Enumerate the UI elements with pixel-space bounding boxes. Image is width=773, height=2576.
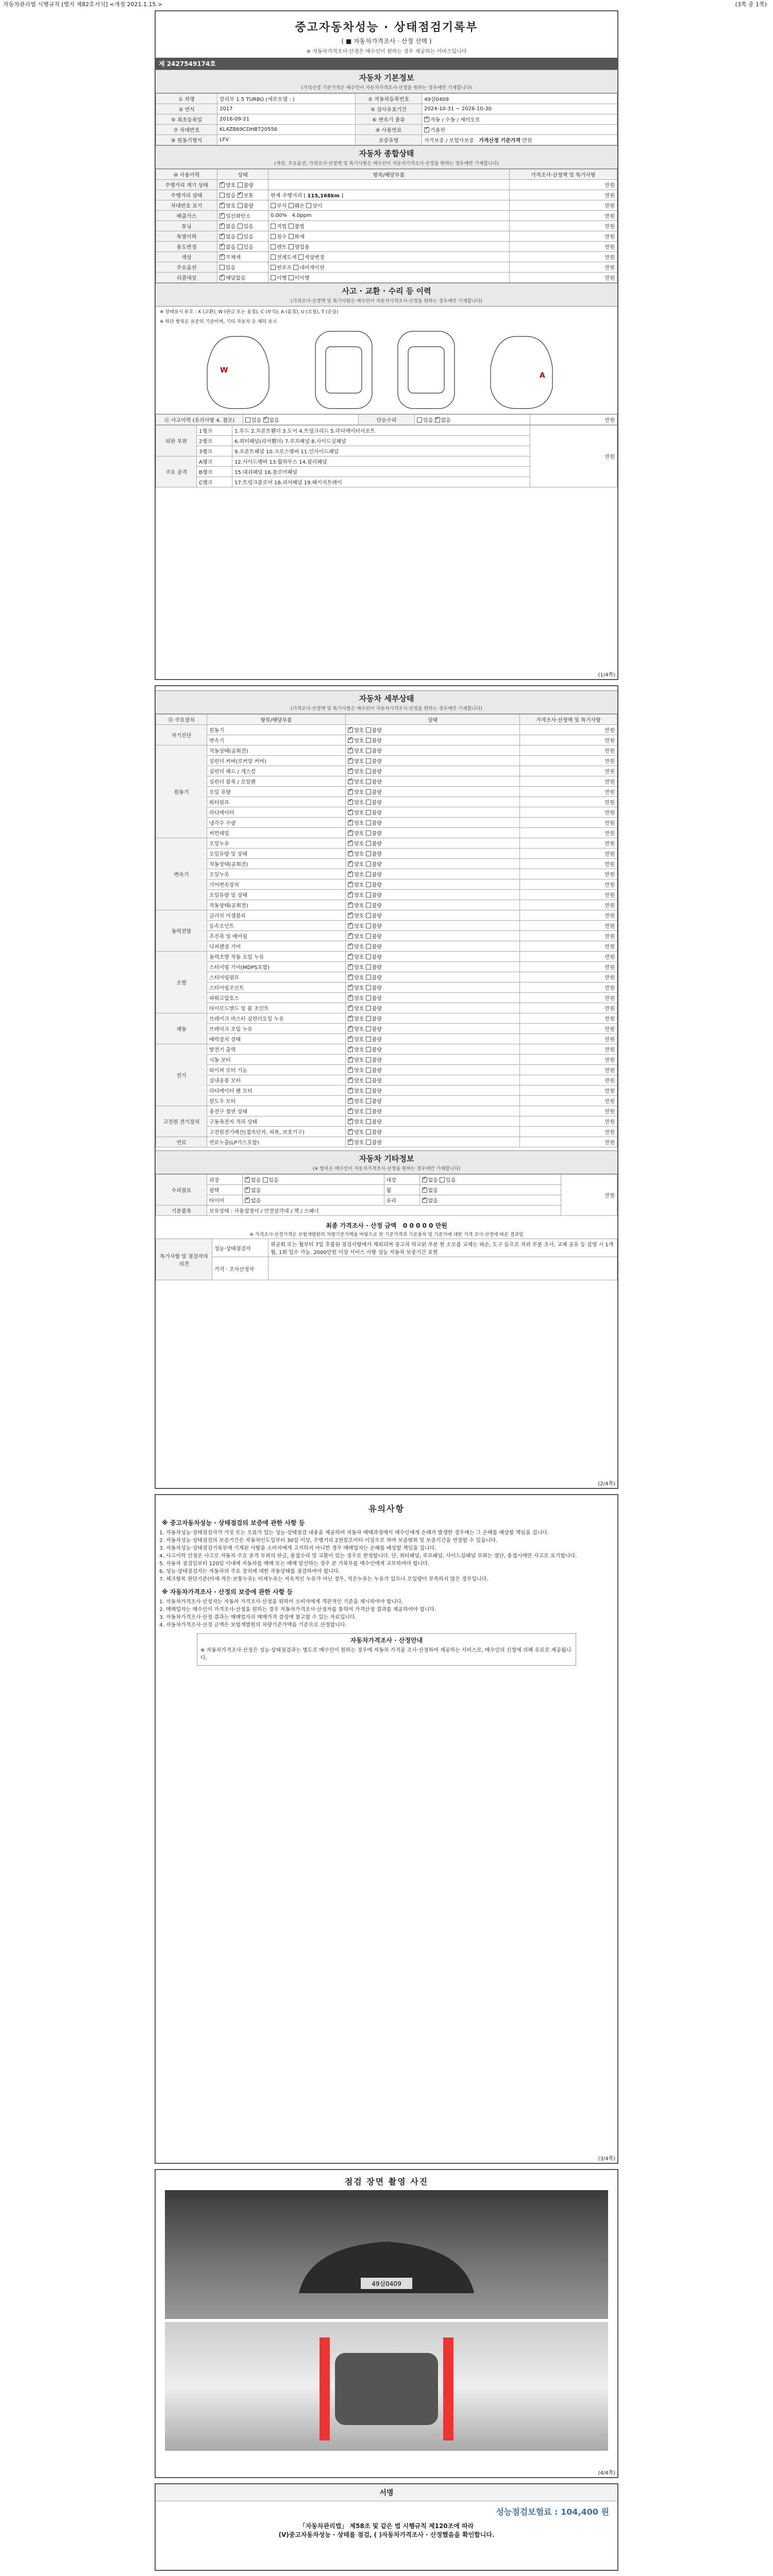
other-info-table: 수리필요 외장 ✓ 없음 있음 내장 ✓ 없음 있음 만원 광택 ✓ 없음 휠 ✓ 없음 타이어 ✓ 없음 유리 ✓ 없음 기본품목 보유상태 : 사용설명서 / 안전삼각대 / 잭 / 스패너 [156, 1174, 617, 1216]
detail-row: 실린더 헤드 / 개스킷 ✓ 양호 불량 만원 [156, 766, 617, 776]
notice-item: 3. 자동차가격조사·산정 결과는 매매업자의 매매가격 결정에 참고할 수 있는 자료입니다. [166, 1614, 617, 1621]
document-subtitle: ( ■ 자동차가격조사 · 산정 선택 ) [341, 38, 432, 45]
notice-item: 1. 자동차가격조사·산정자는 자동차 가격조사·산정을 위하여 소비자에게 객관적인 기준을 제시하여야 합니다. [166, 1598, 617, 1606]
detail-row: 시동 모터 ✓ 양호 불량 만원 [156, 1055, 617, 1065]
mileage-value: 115,168km [307, 193, 340, 199]
notice-item: 1. 자동차성능·상태점검자가 거짓 또는 오류가 있는 성능·상태점검 내용을 제공하여 자동차 매매과정에서 매수인에게 손해가 발생한 경우에는 그 손해를 배상할 책임을 집니다. [166, 1529, 617, 1537]
record-id: 제 2427549174호 [156, 58, 617, 70]
detail-row: 구동축전지 격리 상태 ✓ 양호 불량 만원 [156, 1116, 617, 1127]
accident-table: ⑪ 사고이력 (유의사항 4. 참조) 있음 ✓없음 단순수리 있음 ✓없음 만원 [156, 414, 617, 425]
document-title: 중고자동차성능 · 상태점검기록부 [295, 21, 478, 34]
detail-row: 커먼레일 ✓ 양호 불량 만원 [156, 828, 617, 838]
notice-heading-1: ※ 중고자동차성능 · 상태점검의 보증에 관한 사항 등 [162, 1519, 305, 1527]
final-price-note: ※ 가격조사·산정가격은 보험개발원의 차량기준가액을 바탕으로 한 기준가격과 기본품목 및 기준가에 대한 가격 조사·산정에 따른 결과임 [249, 1232, 524, 1238]
notice-item: 4. 자동차가격조사·산정 금액은 보험개발원의 차량기준가액을 기준으로 산정합니다. [166, 1621, 617, 1629]
basic-info-table: ① 차명 말리부 1.5 TURBO (세부모델 : ) ② 자동차등록번호 49삼0409 ③ 연식 2017 ④ 검사유효기간 2024-10-31 ~ 2026-10-30 ⑤ 최초등록일 2016-09-21 ⑥ 변속기 종류 ✓ 자동 / 수동 / 세미오토 ⑦ 차대번호 KL4ZB69CDHB720556 ⑧ 사용연료 ✓ 가솔린 ⑨ 원동기형식 LFV 보증유형 자가보증 / 보험사보증 가격산정 기준가격 만원 [156, 93, 617, 145]
page-2 [155, 685, 618, 1489]
detail-row: 실린더 커버(로커암 커버) ✓ 양호 불량 만원 [156, 756, 617, 766]
car-rear-image [165, 2322, 608, 2451]
detail-row: 변속기 오일누유 ✓ 양호 불량 만원 [156, 838, 617, 849]
price-service-box: 자동차가격조사 · 산정안내 ※ 자동차가격조사·산정은 성능·상태점검과는 별도로 매수인이 원하는 경우에 자동차 가격을 조사·산정하여 제공하는 서비스로, 매수인의 신청에 의해 유료로 제공됩니다. [197, 1633, 576, 1666]
notice-item: 5. 자동차 점검일부터 120일 이내에 자동차를 매매 또는 매매 알선하는 경우 본 기록부를 매수인에게 교부하여야 합니다. [166, 1560, 617, 1568]
checkbox-auto [424, 117, 429, 122]
document-note: ※ 자동차가격조사·산정은 매수인이 원하는 경우 제공하는 서비스입니다 [306, 49, 467, 55]
final-price-title: 최종 가격조사 · 산정 금액 0 0 0 0 0 만원 [326, 1222, 447, 1229]
notice-item: 7. 체크항목 판단기준(미세·적은·보통누유): 미세누유는 지속적인 누유가 아닌 경우, 적은누유는 누유가 있으나 오일량이 부족하지 않은 경우입니다. [166, 1575, 617, 1583]
page-number-2: (2/4쪽) [598, 1481, 615, 1487]
form-reference: 자동차관리법 시행규칙 [별지 제82호서식] <개정 2021.1.15.> [3, 1, 163, 8]
section-other-info: 자동차 기타정보 (※ 항목은 매수인이 자동차가격조사·산정을 원하는 경우에만 기재합니다) [156, 1150, 617, 1174]
car-diagram [156, 326, 617, 414]
signature-section [155, 2483, 618, 2571]
law-statement: 「자동차관리법」 제58조 및 같은 법 시행규칙 제120조에 따라 [299, 2522, 474, 2530]
detail-row: 오일유량 및 상태 ✓ 양호 불량 만원 [156, 849, 617, 859]
page-number-1: (1/4쪽) [598, 672, 615, 678]
mark-w: W [220, 366, 228, 375]
detail-row: 고전원전기배선(접속단자, 피복, 보호기구) ✓ 양호 불량 만원 [156, 1127, 617, 1137]
detail-row: 조향 동력조향 작동 오일 누유 ✓ 양호 불량 만원 [156, 952, 617, 962]
detail-row: 등속조인트 ✓ 양호 불량 만원 [156, 921, 617, 931]
notice-heading-2: ※ 자동차가격조사 · 산정의 보증에 관한 사항 등 [162, 1588, 293, 1596]
detail-row: 배력장치 상태 ✓ 양호 불량 만원 [156, 1034, 617, 1044]
detail-row: 오일누유 ✓ 양호 불량 만원 [156, 869, 617, 879]
law-statement-2: (V)중고자동차성능 · 상태를 점검, ( )자동차가격조사 · 산정했음을 확인합니다. [278, 2531, 495, 2538]
detail-row: 와이퍼 모터 기능 ✓ 양호 불량 만원 [156, 1065, 617, 1075]
detail-row: 자기진단 원동기 ✓ 양호 불량 만원 [156, 725, 617, 735]
notice-title: 유의사항 [368, 1504, 405, 1514]
mark-a: A [540, 371, 545, 380]
page-4-photos [155, 2169, 618, 2478]
detail-row: 동력전달 클러치 어셈블리 ✓ 양호 불량 만원 [156, 910, 617, 921]
detail-row: 실린더 블록 / 오일팬 ✓ 양호 불량 만원 [156, 776, 617, 787]
notice-item: 6. 성능·상태점검자는 자동차의 주요 장치에 대한 작동상태를 점검하여야 합니다. [166, 1568, 617, 1575]
detail-row: 디퍼렌셜 기어 ✓ 양호 불량 만원 [156, 941, 617, 952]
section-detail-status: 자동차 세부상태 (가격조사·산정액 및 특기사항은 매수인이 자동차가격조사·산정을 원하는 경우에만 기재합니다) [156, 690, 617, 714]
detail-table: ⑬ 주요장치 항목/해당부품 상태 가격조사·산정액 및 특기사항 자기진단 원동기 ✓ 양호 불량 만원 변속기 ✓ 양호 불량 만원 원동기 작동상태(공회전) ✓ 양호 불량 만원 실린더 커버(로커암 커버) ✓ 양호 불량 만원 실린더 헤드 / 개스킷 ✓ 양호 불량 만원 실린더 블록 / 오일팬 ✓ 양호 불량 만원 오일 유량 ✓ 양호 불량 만원 워터펌프 ✓ 양호 불량 만원 라디에이터 ✓ 양호 불량 만원 냉각수 수량 ✓ 양호 불량 만원 커먼레일 ✓ 양호 불량 만원 변속기 오일누유 ✓ 양호 불량 만원 오일유량 및 상태 ✓ 양호 불량 만원 작동상태(공회전) ✓ 양호 불량 만원 오일누유 ✓ 양호 불량 만원 기어변속장치 ✓ 양호 불량 만원 오일유량 및 상태 ✓ 양호 불량 만원 작동상태(공회전) ✓ 양호 불량 만원 동력전달 클러치 어셈블리 ✓ 양호 불량 만원 등속조인트 ✓ 양호 불량 만원 추진축 및 베어링 ✓ 양호 불량 만원 디퍼렌셜 기어 ✓ 양호 불량 만원 조향 동력조향 작동 오일 누유 ✓ 양호 불량 만원 스티어링 기어(MDPS포함) ✓ 양호 불량 만원 스티어링펌프 ✓ 양호 불량 만원 스티어링조인트 ✓ 양호 불량 만원 파워고압호스 ✓ 양호 불량 만원 타이로드엔드 및 볼 조인트 ✓ 양호 불량 만원 제동 브레이크 마스터 실린더오일 누유 ✓ 양호 불량 만원 브레이크 오일 누유 ✓ 양호 불량 만원 배력장치 상태 ✓ 양호 불량 만원 전기 발전기 출력 ✓ 양호 불량 만원 시동 모터 ✓ 양호 불량 만원 와이퍼 모터 기능 ✓ 양호 불량 만원 실내송풍 모터 ✓ 양호 불량 만원 라디에이터 팬 모터 ✓ 양호 불량 만원 윈도우 모터 ✓ 양호 불량 만원 고전원 전기장치 충전구 절연 상태 ✓ 양호 불량 만원 구동축전지 격리 상태 ✓ 양호 불량 만원 고전원전기배선(접속단자, 피복, 보호기구) ✓ 양호 불량 만원 연료 연료누출(LP가스포함) ✓ 양호 불량 만원 [156, 714, 617, 1147]
notice-item: 2. 매매업자는 매수인이 가격조사·산정을 원하는 경우 자동차가격조사·산정자를 통하여 가격산정 결과를 제공하여야 합니다. [166, 1606, 617, 1614]
detail-row: 라디에이터 팬 모터 ✓ 양호 불량 만원 [156, 1086, 617, 1096]
detail-row: 제동 브레이크 마스터 실린더오일 누유 ✓ 양호 불량 만원 [156, 1013, 617, 1024]
detail-row: 작동상태(공회전) ✓ 양호 불량 만원 [156, 859, 617, 869]
section-basic-info: 자동차 기본정보 (가격산정 기준가격은 매수인이 자동차가격조사·산정을 원하는 경우에만 기재합니다) [156, 70, 617, 93]
special-remarks-table: 특기사항 및 점검자의 의견 성능·상태점검자 위공회 또는 월부터 7일 후불된 점검사항에서 제외되며 중고차 하교된 부분 현 소모품 교체는 파손, 도구 등으로 자외 부분 조사, 교체 공유 등 설명 시 1개월, 1회 입수 가능. 2000만원 이상 서비스 사항 성능 자동차 보증기간 표현 가격 · 조사산정자 [156, 1239, 617, 1280]
inspection-photo-rear [165, 2322, 608, 2451]
detail-row: 타이로드엔드 및 볼 조인트 ✓ 양호 불량 만원 [156, 1003, 617, 1013]
page-1 [155, 10, 618, 680]
detail-row: 브레이크 오일 누유 ✓ 양호 불량 만원 [156, 1024, 617, 1034]
detail-row: 추진축 및 베어링 ✓ 양호 불량 만원 [156, 931, 617, 941]
detail-row: 윈도우 모터 ✓ 양호 불량 만원 [156, 1096, 617, 1106]
notice-item: 4. 사고이력 인정은 사고로 자동차 주요 골격 부위의 판금, 용접수리 및 교환이 있는 경우로 한정합니다. 단, 쿼터패널, 루프패널, 사이드실패널 부위는 절단, 용접시에만 사고로 표기합니다. [166, 1552, 617, 1560]
notice-list-1 [156, 1529, 617, 1583]
car-front-image [165, 2190, 608, 2319]
accident-legend-2: ※ 하단 항목은 표준의 기준이며, 기타 자동차 등 체의 표시 [160, 319, 277, 325]
overall-status-table: ⑩ 사용이력 상태 항목/해당부품 가격조사·산정액 및 특기사항 주행거리 계기 상태 ✓ 양호 불량 만원 주행거리 상태 많음 ✓보통 현재 주행거리 [ 115,168km ] 만원 차대번호 표기 ✓ 양호 불량 부식 훼손 상이 만원 배출가스 ✓ 일산화탄소 0.00% 4.0ppm 만원 튜닝 ✓ 없음 있음 적법 불법 만원 특별이력 ✓ 없음 있음 침수 화재 만원 용도변경 ✓ 없음 있음 렌트 영업용 만원 색상 ✓ 무채색 전체도색 색상변경 만원 주요옵션 있음 썬루프 네비게이션 만원 리콜대상 ✓ 해당없음 이행 미이행 만원 [156, 169, 617, 283]
detail-row: 변속기 ✓ 양호 불량 만원 [156, 735, 617, 745]
page-number-4: (4/4쪽) [598, 2470, 615, 2476]
notice-list-2 [156, 1598, 617, 1629]
page-count: (3쪽 중 1쪽) [735, 1, 767, 8]
detail-row: 오일 유량 ✓ 양호 불량 만원 [156, 787, 617, 797]
detail-row: 고전원 전기장치 충전구 절연 상태 ✓ 양호 불량 만원 [156, 1106, 617, 1116]
detail-row: 원동기 작동상태(공회전) ✓ 양호 불량 만원 [156, 745, 617, 756]
photo-title: 점검 장면 촬영 사진 [344, 2177, 429, 2187]
detail-row: 파워고압호스 ✓ 양호 불량 만원 [156, 993, 617, 1003]
detail-row: 스티어링펌프 ✓ 양호 불량 만원 [156, 972, 617, 982]
plate-text: 49삼0409 [372, 2280, 401, 2287]
detail-row: 연료 연료누출(LP가스포함) ✓ 양호 불량 만원 [156, 1137, 617, 1147]
signature-title: 서명 [156, 2484, 617, 2501]
inspection-photo-front [165, 2190, 608, 2319]
detail-row: 라디에이터 ✓ 양호 불량 만원 [156, 807, 617, 818]
rank-table: 외판 부위 1랭크 1.후드 2.프론트휀더 3.도어 4.트렁크리드 5.라디에이터서포트 만원 2랭크 6.쿼터패널(리어휀더) 7.루프패널 8.사이드실패널 3랭크 9.프론트패널 10.크로스멤버 11.인사이드패널 주요 골격 A랭크 12.사이드멤버 13.휠하우스 14.필러패널 B랭크 15.대쉬패널 16.플로어패널 C랭크 17.트렁크플로어 18.리어패널 19.패키지트레이 [156, 425, 617, 487]
accident-legend: ※ 상태표시 부호 : X (교환), W (판금 또는 용접), C (부식), A (흠집), U (요철), T (손상) [160, 310, 339, 315]
detail-row: 냉각수 수량 ✓ 양호 불량 만원 [156, 818, 617, 828]
insurance-fee: 성능점검보험료 : 104,400 원 [496, 2507, 609, 2517]
notice-item: 3. 자동차성능·상태점검기록부에 기재된 사항을 소비자에게 고지하지 아니한 경우 매매업자는 손해를 배상할 책임을 집니다. [166, 1545, 617, 1552]
detail-row: 전기 발전기 출력 ✓ 양호 불량 만원 [156, 1044, 617, 1055]
detail-row: 작동상태(공회전) ✓ 양호 불량 만원 [156, 900, 617, 910]
page-3-notice [155, 1494, 618, 2164]
section-accident-history: 사고 · 교환 · 수리 등 이력 (가격조사·산정액 및 특기사항은 매수인이 자동차가격조사·산정을 원하는 경우에만 기재합니다) [156, 283, 617, 307]
page-number-3: (3/4쪽) [598, 2156, 615, 2162]
checkbox-gasoline [424, 127, 429, 132]
detail-row: 실내송풍 모터 ✓ 양호 불량 만원 [156, 1075, 617, 1086]
document-topbar [0, 0, 773, 9]
detail-row: 기어변속장치 ✓ 양호 불량 만원 [156, 879, 617, 890]
detail-row: 오일유량 및 상태 ✓ 양호 불량 만원 [156, 890, 617, 900]
detail-row: 워터펌프 ✓ 양호 불량 만원 [156, 797, 617, 807]
detail-row: 스티어링 기어(MDPS포함) ✓ 양호 불량 만원 [156, 962, 617, 972]
car-outline-diagram [156, 326, 617, 414]
detail-row: 스티어링조인트 ✓ 양호 불량 만원 [156, 982, 617, 993]
notice-item: 2. 자동차성능·상태점검의 보증기간은 자동차인도일부터 30일 이상, 주행거리 2천킬로미터 이상으로 하며 보증범위 및 보증기간을 연장할 수 있습니다. [166, 1537, 617, 1545]
section-overall-status: 자동차 종합상태 (색상, 주요옵션, 가격조사·산정액 및 특기사항은 매수인이 자동차가격조사·산정을 원하는 경우에만 기재합니다) [156, 145, 617, 169]
